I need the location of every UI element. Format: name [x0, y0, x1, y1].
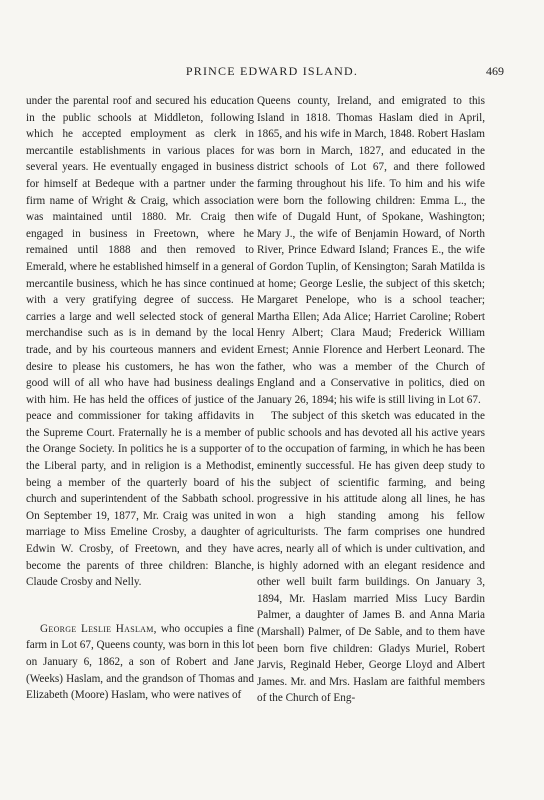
haslam-farming-paragraph: The subject of this sketch was educated in the public schools and has devoted all his active years to the occupation of farming, in which he has been eminently successful. He has given deep study to the subject of scientific farming, and being progressive in his attitude along all lines, he has won a high standing among his fellow agriculturists. The farm comprises one hundred acres, nearly all of which is under cultivation, and is highly adorned with an elegant residence and other well built farm buildings. On January 3, 1894, Mr. Haslam married Miss Lucy Bardin Palmer, a daughter of James B. and Anna Maria (Marshall) Palmer, of De Sable, and to them have been born five children: Gladys Muriel, Robert Jarvis, Reginald Heber, George Lloyd and Albert James. Mr. and Mrs. Haslam are faithful members of the Church of Eng-	[257, 410, 485, 705]
page-number: 469	[486, 64, 504, 78]
page-header	[40, 64, 504, 82]
haslam-family-paragraph: Queens county, Ireland, and emigrated to this Island in 1818. Thomas Haslam died in April, 1865, and his wife in March, 1848. Robert Haslam was born in March, 1827, and educated in the district schools of Lot 67, and there followed farming throughout his life. To him and his wife were born the following children: Emma L., the wife of Dugald Hunt, of Spokane, Washington; Mary J., the wife of Benjamin Howard, of North River, Prince Edward Island; Frances E., the wife of Gordon Tuplin, of Kensington; Sarah Matilda is at home; George Leslie, the subject of this sketch; Margaret Penelope, who is a school teacher; Martha Ellen; Ada Alice; Harriet Caroline; Robert Henry Albert; Clara Maud; Frederick William Ernest; Annie Florence and Herbert Leonard. The father, who was a member of the Church of England and a Conservative in politics, died on January 26, 1894; his wife is still living in Lot 67.	[257, 95, 485, 406]
right-column	[257, 93, 485, 707]
haslam-intro-paragraph	[26, 621, 254, 704]
subject-name: George Leslie Haslam,	[40, 622, 157, 635]
running-title: PRINCE EDWARD ISLAND.	[185, 64, 359, 78]
haslam-intro-text: who occupies a fine farm in Lot 67, Queens county, was born in this lot on January 6, 1862, a son of Robert and Jane (Weeks) Haslam, and the grandson of Thomas and Elizabeth (Moore) Haslam, who were natives of	[26, 622, 254, 702]
left-column	[26, 93, 254, 704]
craig-biography-paragraph: under the parental roof and secured his education in the public schools at Middleton, following which he accepted employment as clerk in mercantile establishments in various places for several years. He eventually engaged in business for himself at Bedeque with a partner under the firm name of Wright & Craig, which association was maintained until 1880. Mr. Craig then engaged in business in Freetown, where he remained until 1888 and then removed to Emerald, where he established himself in a general mercantile business, which he has since continued with a very gratifying degree of success. He carries a large and well selected stock of general merchandise such as is in demand by the local trade, and by his courteous manners and evident desire to please his customers, he has won the good will of all who have had business dealings with him. He has held the offices of justice of the peace and commissioner for taking affidavits in the Supreme Court. Fraternally he is a member of the Orange Society. In politics he is a supporter of the Liberal party, and in religion is a Methodist, being a member of the quarterly board of his church and superintendent of the Sabbath school. On September 19, 1877, Mr. Craig was united in marriage to Miss Emeline Crosby, a daughter of Edwin W. Crosby, of Freetown, and they have become the parents of three children: Blanche, Claude Crosby and Nelly.	[26, 95, 255, 589]
